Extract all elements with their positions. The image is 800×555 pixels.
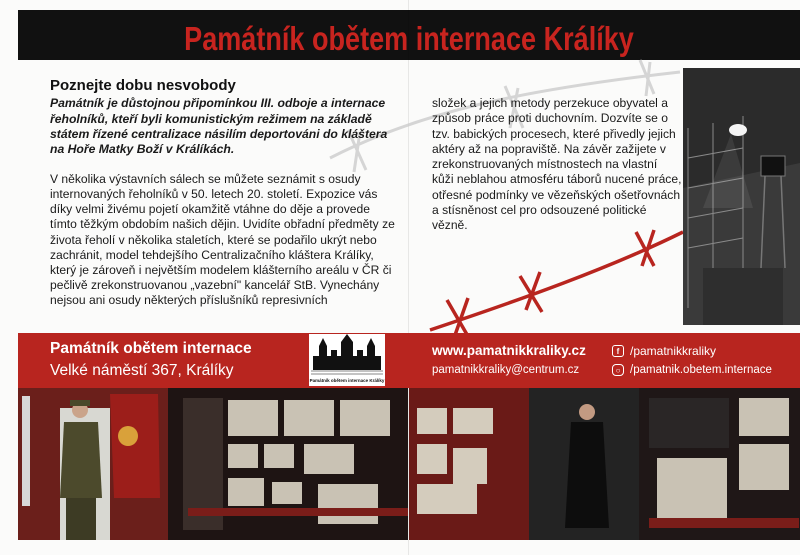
- body-paragraph-right: složek a jejich metody perzekuce obyvatel a způsob práce proti duchovním. Dozvíte se o tzv. babických procesech, které přivedly jejich aktéry až na popraviště. Na závěr zažijete v zrekonstruovaných místnostech na vlastní kůži neblahou atmosféru táborů nucené práce, otřesné podmínky ve vězeňských ošetřovnách a stísněnost cel pro odsouzené politické vězně.: [432, 96, 682, 233]
- facebook-link[interactable]: [612, 344, 716, 358]
- email-link[interactable]: pamatnikkraliky@centrum.cz: [432, 364, 580, 376]
- lead-paragraph: Památník je důstojnou připomínkou III. odboje a internace řeholníků, kteří byli komunistickým režimem na základě státem řízené centralizace násilím deportováni do kláštera na Hoře Matky Boží v Králíkách.: [50, 96, 388, 157]
- contact-name: Památník obětem internace: [50, 340, 252, 357]
- facebook-icon: f: [612, 345, 624, 357]
- section-heading: Poznejte dobu nesvobody: [50, 77, 236, 94]
- left-text-column: [50, 78, 400, 309]
- photo-exhibition-right: [409, 388, 800, 540]
- instagram-icon: ○: [612, 364, 624, 376]
- page-title: Památník obětem internace Králíky: [184, 20, 634, 57]
- barbed-wire-red: [430, 230, 683, 338]
- logo-caption: Památník obětem internace Králíky: [309, 378, 385, 383]
- photo-watchtower: [683, 68, 800, 325]
- title-bar: [18, 10, 800, 60]
- instagram-link[interactable]: [612, 364, 772, 376]
- right-text-column: [432, 96, 682, 234]
- memorial-logo: [309, 334, 385, 386]
- photo-exhibition-left: [18, 388, 408, 540]
- facebook-handle: /pamatnikkraliky: [630, 344, 717, 358]
- instagram-handle: /pamatnik.obetem.internace: [630, 364, 772, 376]
- website-link[interactable]: www.pamatnikkraliky.cz: [432, 343, 586, 358]
- contact-address: Velké náměstí 367, Králíky: [50, 362, 234, 379]
- body-paragraph-left: V několika výstavních sálech se můžete seznámit s osudy internovaných řeholníků v 50. letech 20. století. Expozice vás díky velmi živému pojetí okamžitě vtáhne do děje a provede tímto těžkým obdobím našich dějin. Uvidíte obřadní předměty ze života řeholí v několika staletích, které se podařilo ukrýt nebo zachránit, model tehdejšího Centralizačního kláštera Králíky, který je zároveň i největším modelem klášterního areálu v ČR či pečlivě zrekonstruovanou „vazební" kancelář StB. Vynechány nejsou ani osudy některých příslušníků represivních: [50, 171, 395, 308]
